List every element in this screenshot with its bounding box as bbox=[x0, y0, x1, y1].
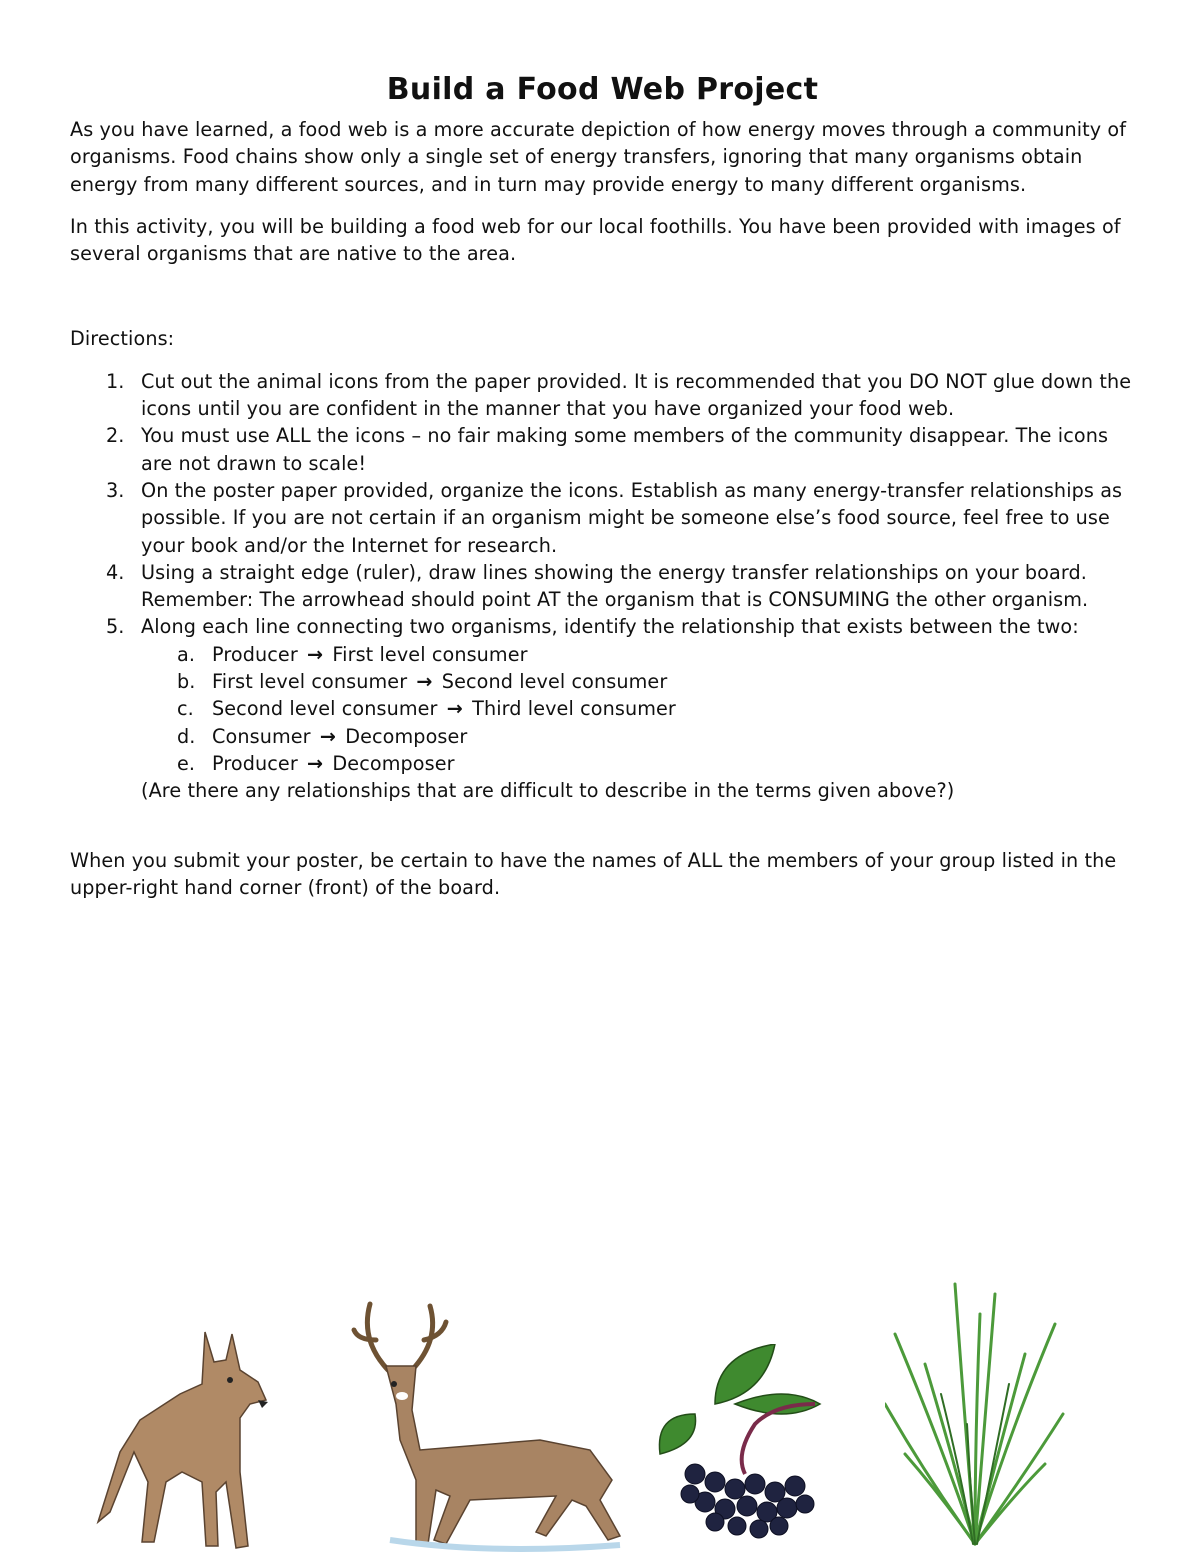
relationship-from: Second level consumer bbox=[212, 697, 438, 721]
step-text: On the poster paper provided, organize the icons. Establish as many energy-transfer relationships as possible. If you are not certain if an organism might be someone else’s food source, feel free to use your book and/or the Internet for research. bbox=[141, 478, 1123, 557]
step-text: You must use ALL the icons – no fair making some members of the community disappear. The icons are not drawn to scale! bbox=[141, 424, 1109, 475]
arrow-icon: → bbox=[416, 670, 433, 694]
organism-images bbox=[0, 1262, 1200, 1553]
relationship-item bbox=[141, 723, 1135, 750]
arrow-icon: → bbox=[307, 642, 324, 666]
relationship-from: Consumer bbox=[212, 724, 311, 748]
relationship-letter: c. bbox=[177, 697, 194, 721]
directions-list bbox=[70, 368, 1135, 777]
relationship-list bbox=[141, 641, 1135, 777]
relationship-letter: e. bbox=[177, 751, 196, 775]
relationship-from: First level consumer bbox=[212, 670, 408, 694]
step-item bbox=[70, 368, 1135, 423]
step-item bbox=[70, 559, 1135, 614]
step-text: Using a straight edge (ruler), draw lines showing the energy transfer relationships on your board. Remember: The arrowhead should point AT the organism that is CONSUMING the other organism. bbox=[141, 560, 1089, 612]
step-text: Cut out the animal icons from the paper provided. It is recommended that you DO NOT glue down the icons until you are confident in the manner that you have organized your food web. bbox=[141, 369, 1132, 421]
relationship-letter: a. bbox=[177, 642, 196, 666]
step-number: 2. bbox=[106, 424, 125, 448]
intro-paragraph-2: In this activity, you will be building a food web for our local foothills. You have been provided with images of several organisms that are native to the area. bbox=[70, 214, 1121, 266]
relationship-item bbox=[141, 695, 1135, 722]
grass-image bbox=[885, 1274, 1065, 1549]
intro-paragraph-1: As you have learned, a food web is a more accurate depiction of how energy moves through a community of organisms. Food chains show only a single set of energy transfers, ignoring that many organisms obtain energy from many different sources, and in turn may provide energy to many different organisms. bbox=[70, 118, 1127, 196]
deer-image bbox=[350, 1300, 630, 1555]
relationship-from: Producer bbox=[212, 751, 298, 775]
relationship-to: Decomposer bbox=[332, 751, 455, 775]
page-title: Build a Food Web Project bbox=[386, 72, 819, 107]
closing-paragraph: When you submit your poster, be certain to have the names of ALL the members of your group listed in the upper-right hand corner (front) of the board. bbox=[70, 848, 1117, 899]
relationship-to: Decomposer bbox=[345, 724, 468, 748]
relationship-letter: d. bbox=[177, 724, 196, 748]
directions-label: Directions: bbox=[70, 327, 175, 351]
relationship-to: Second level consumer bbox=[441, 670, 668, 694]
step-item bbox=[70, 422, 1135, 477]
relationship-to: Third level consumer bbox=[472, 697, 676, 721]
document-body bbox=[70, 70, 1135, 901]
step-item bbox=[70, 477, 1135, 559]
step-number: 1. bbox=[106, 369, 125, 393]
relationship-note: (Are there any relationships that are difficult to describe in the terms given above?) bbox=[141, 779, 955, 803]
elderberry-image bbox=[655, 1344, 835, 1544]
arrow-icon: → bbox=[319, 724, 337, 748]
coyote-image bbox=[90, 1322, 290, 1552]
step-number: 4. bbox=[106, 560, 125, 584]
step-number: 3. bbox=[106, 478, 125, 502]
step-text: Along each line connecting two organisms, identify the relationship that exists between the two: bbox=[141, 615, 1079, 639]
step-item bbox=[70, 613, 1135, 777]
arrow-icon: → bbox=[446, 697, 463, 721]
relationship-from: Producer bbox=[212, 642, 298, 666]
relationship-item bbox=[141, 750, 1135, 777]
relationship-item bbox=[141, 641, 1135, 668]
relationship-letter: b. bbox=[177, 670, 196, 694]
relationship-to: First level consumer bbox=[332, 642, 528, 666]
arrow-icon: → bbox=[307, 751, 324, 775]
step-number: 5. bbox=[106, 615, 125, 639]
relationship-item bbox=[141, 668, 1135, 695]
